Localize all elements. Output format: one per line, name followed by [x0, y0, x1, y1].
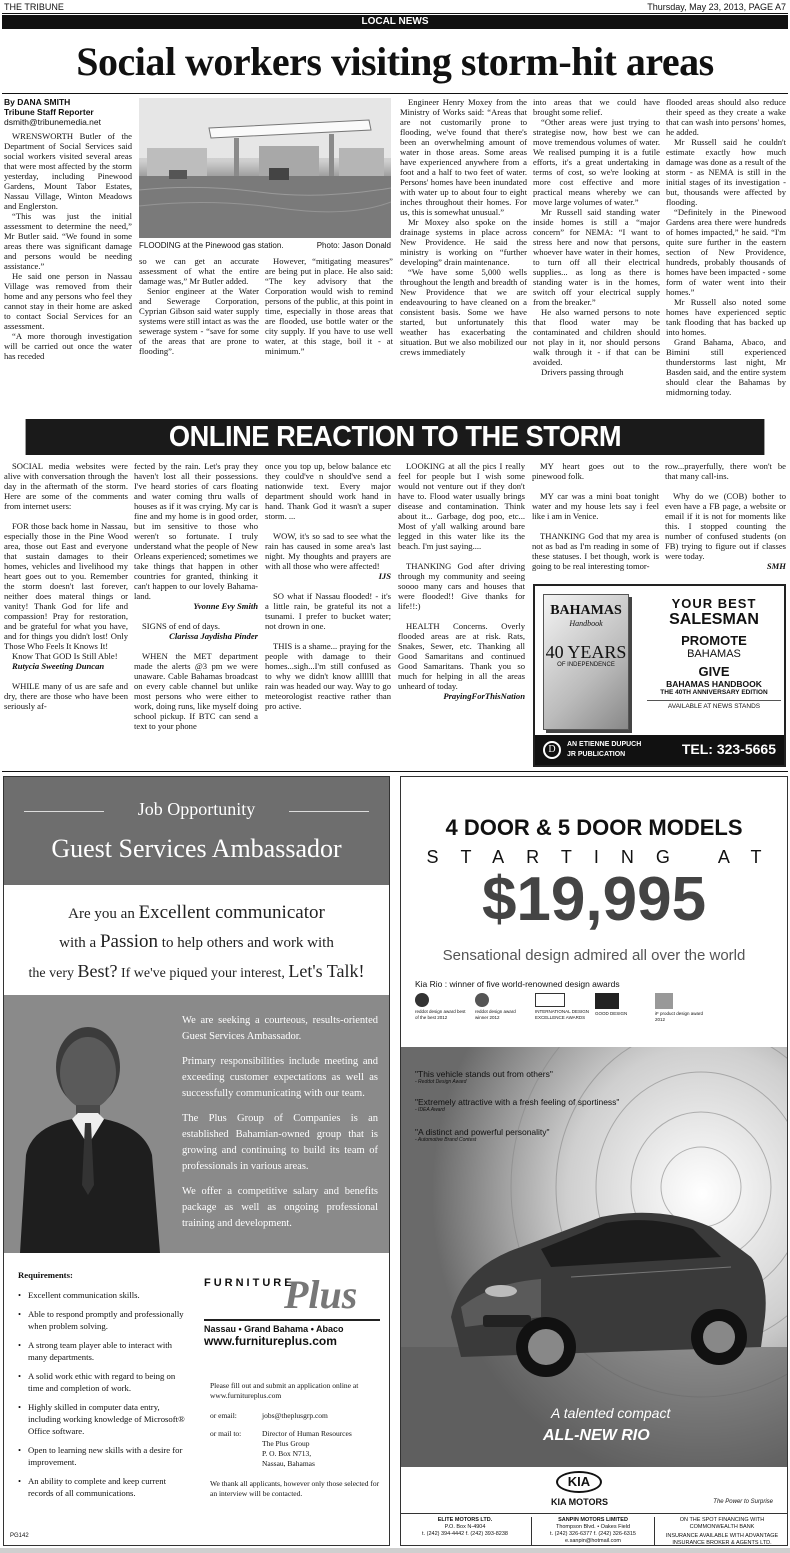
publisher-line2: JR PUBLICATION [567, 751, 626, 758]
dealer-line: t. (242) 326-6377 f. (242) 326-6315 [550, 1531, 636, 1537]
quote-source: - Automotive Brand Contest [415, 1137, 477, 1143]
kia-ad[interactable] [400, 776, 788, 1546]
mail-line: The Plus Group [262, 1439, 310, 1448]
comment-text: Know That GOD Is Still Able! [12, 651, 118, 661]
brand-word: FURNITURE [204, 1277, 295, 1289]
pitch-emph: Excellent communicator [138, 902, 325, 923]
page-bottom-strip [0, 1548, 790, 1553]
pitch-emph: Passion [99, 931, 159, 952]
comment-text: WHEN the MET department made the alerts @3 pm we were unaware. Cable Bahamas broadcast on every cable channel but unlike most persons who were either to work, doing runs, like myself doing school pickup. If BTC can send a text to your phone [134, 651, 258, 731]
award-badge: iF product design award 2012 [655, 993, 709, 1023]
story-col-5 [533, 97, 660, 421]
comment-signature: Rutycia Sweeting Duncan [12, 661, 105, 671]
furniture-plus-logo [204, 1272, 380, 1348]
kia-rio-car [431, 1187, 771, 1387]
ad-line: SALESMAN [669, 611, 759, 628]
ad-line: BAHAMAS [687, 648, 741, 660]
dealer-line: ON THE SPOT FINANCING WITH COMMONWEALTH BANK [679, 1517, 765, 1530]
dealer-line: t. (242) 394-4442 f. (242) 393-8238 [422, 1531, 508, 1537]
pitch-text: Are you an [68, 906, 139, 922]
handbook-book-cover [543, 594, 629, 730]
comment-text: SIGNS of end of days. [142, 621, 221, 631]
comment-text: LOOKING at all the pics I really feel for people but I wish some would not venture out if they don't have to. Flood water usually brings disease and contamination. Think about it... Garbage, dog poo, etc... Most of y'all walking around bare legged in this water like its the beach. I'm just saying.... [398, 461, 525, 551]
comment-text: MY car was a mini boat tonight water and my house lets say i feel like i am in Venice. [532, 491, 659, 521]
quote-text: "Extremely attractive with a fresh feeling of sportiness" [415, 1097, 620, 1107]
kia-awards-title: Kia Rio : winner of five world-renowned design awards [415, 979, 620, 989]
handbook-ad[interactable] [533, 584, 786, 767]
online-col-2 [134, 461, 258, 761]
comment-signature: SMH [766, 561, 786, 571]
pitch-emph: Let's Talk! [288, 961, 365, 981]
folio-date: Thursday, May 23, 2013, PAGE A7 [647, 2, 786, 12]
thanks-text: We thank all applicants, however only those selected for an interview will be contacted. [210, 1479, 380, 1498]
kia-starting: STARTING AT [426, 847, 784, 867]
kia-logo-text: KIA [567, 1474, 591, 1489]
kia-quote [415, 1069, 665, 1085]
award-badge: reddot design award winner 2012 [475, 993, 529, 1023]
online-col-3 [265, 461, 391, 761]
dealer-line: INSURANCE AVAILABLE WITH ADVANTAGE INSURANCE BROKER & AGENTS LTD. [665, 1533, 779, 1546]
book-independence: OF INDEPENDENCE [557, 662, 615, 668]
email-label: or email: [210, 1411, 237, 1420]
quote-text: "A distinct and powerful personality" [415, 1127, 550, 1137]
gas-station-image [139, 98, 391, 238]
mail-label: or mail to: [210, 1429, 242, 1438]
apply-email[interactable]: jobs@theplusgrp.com [262, 1411, 328, 1420]
dealer-line: ELITE MOTORS LTD. [437, 1517, 493, 1523]
requirement-item: • An ability to complete and keep current records of all communications. [18, 1475, 188, 1499]
award-badge: INTERNATIONAL DESIGN EXCELLENCE AWARDS [535, 993, 589, 1023]
story-paragraph: However, “mitigating measures” are being put in place. He also said: “The key advisory that the Corporation would wish to remind persons of the public, at this point in time, especially in those areas that are flooded, use bottle water or the city supply. If you have to use well water, at this stage, boil it - at minimum.” [265, 256, 393, 356]
story-paragraph: so we can get an accurate assessment of what the entire damage was,” Mr Butler added. [139, 256, 259, 286]
book-subtitle: Handbook [569, 619, 603, 628]
quote-source: - IDEA Award [415, 1107, 445, 1113]
byline [4, 97, 134, 127]
story-paragraph: Mr Russell said he couldn't estimate exactly how much damage was done as a result of the storm - as NEMA is still in the initial stages of its investigation - but, thousands were affected by flooding. [666, 137, 786, 207]
story-col-3 [265, 256, 393, 421]
story-paragraph: “We have some 5,000 wells throughout the length and breadth of New Providence that we are endeavouring to have cleaned on a consistent basis. Some we have started, but unfortunately this weather has exacerbating the situation. But we also mobilized our crews immediately [400, 267, 527, 357]
byline-name: By DANA SMITH [4, 97, 71, 107]
pitch-text: the very [28, 966, 78, 981]
online-banner [26, 419, 765, 455]
job-paragraph: We offer a competitive salary and benefits package as well as ongoing professional training and development. [182, 1186, 378, 1229]
ads-rule [2, 771, 788, 772]
byline-role: Tribune Staff Reporter [4, 107, 94, 117]
award-badge: GOOD DESIGN [595, 993, 649, 1023]
kia-price: $19,995 [481, 865, 707, 934]
requirement-item: • Able to respond promptly and professionally when problem solving. [18, 1308, 188, 1332]
story-paragraph: “A more thorough investigation will be carried out once the water has receded [4, 331, 132, 361]
brand-website[interactable]: www.furnitureplus.com [204, 1334, 337, 1348]
dealer-sanpin [531, 1517, 655, 1545]
kia-tagline: Sensational design admired all over the world [442, 947, 746, 964]
handbook-phone: TEL: 323-5665 [681, 741, 776, 757]
quote-text: "This vehicle stands out from others" [415, 1069, 553, 1079]
ad-line: AVAILABLE AT NEWS STANDS [647, 700, 781, 710]
online-col-4 [398, 461, 525, 761]
candidate-photo [12, 1015, 162, 1253]
section-bar [2, 15, 788, 29]
ad-line: PROMOTE [681, 633, 747, 648]
story-paragraph: Senior engineer at the Water and Sewerage Corporation, Cyprian Gibson said water supply systems were still intact as was the sewerage system - “save for some of the areas that are prone to flooding”. [139, 286, 259, 356]
job-ad-header [4, 777, 389, 885]
dealer-line: Thompson Blvd. • Oakes Field [555, 1524, 631, 1530]
requirement-item: • A solid work ethic with regard to being on time and completion of work. [18, 1370, 188, 1394]
job-ad[interactable] [3, 776, 390, 1546]
pitch-text: with a [59, 935, 100, 951]
comment-text: fected by the rain. Let's pray they haven't lost all their possessions. I've heard stories of cars floating and water coming thru walls of houses as if it was crying. My car is fine and my home is in good order, but im sensitive to those who weren't so fortunate. I truly understand what the people of New Orleans experienced; sometimes we take things that happen in other countries for granted, thinking it can't happen to our lovely Bahama-land. [134, 461, 258, 601]
comment-text: THANKING God after driving through my community and seeing soooo many cars and houses that were flooded!! Give thanks for life!!:) [398, 561, 525, 611]
job-kicker: Job Opportunity [137, 799, 256, 819]
job-title: Guest Services Ambassador [51, 834, 342, 863]
folio-paper: THE TRIBUNE [4, 2, 64, 12]
photo-credit: Photo: Jason Donald [316, 241, 391, 250]
dealer-elite [403, 1517, 527, 1538]
online-col-6 [665, 461, 786, 583]
story-col-6 [666, 97, 786, 421]
story-paragraph: Mr Moxey also spoke on the drainage systems in place across New Providence. He said the ministry is working on “further developing” drain maintenance. [400, 217, 527, 267]
story-paragraph: Grand Bahama, Abaco, and Bimini still experienced thunderstorms last night, Mr Basden said, and the entire system should clear the Bahamas by midmorning today. [666, 337, 786, 397]
book-title: BAHAMAS [550, 603, 622, 618]
ad-line: GIVE [698, 664, 730, 679]
comment-text: MY heart goes out to the pinewood folk. [532, 461, 659, 481]
handbook-copy [647, 596, 781, 710]
kia-slogan: The Power to Surprise [713, 1499, 773, 1505]
comment-text: THIS is a shame... praying for the people with damage to their homes...sigh...I'm still confused as to why we didn't know allllll that rain was headed our way. Way to go meteorologist reactive rather than pro active. [265, 641, 391, 711]
story-paragraph: “This was just the initial assessment to determine the need,” Mr Butler said. “We found in some areas there was significant damage and persons would be needing assistance.” [4, 211, 132, 271]
story-paragraph: Mr Russell also noted some homes have experienced septic tank flooding that has backed up into homes. [666, 297, 786, 337]
story-paragraph: “Other areas were just trying to strategise now, how best we can move tremendous volumes of water. We realised pumping it is a futile efforts, it's a great undertaking in terms of cost, so we're looking at more cost effective and more practical means whereby we can move large volumes of water.” [533, 117, 660, 207]
comment-text: once you top up, below balance etc they could've n should've send a nationwide text. Every major department should work hand in hand. Thank God it wasn't a super storm. ... [265, 461, 391, 521]
photo-caption-row [139, 241, 391, 250]
kia-quote [415, 1127, 665, 1143]
job-pitch [4, 899, 389, 988]
comment-signature: Yvonne Evy Smith [193, 601, 258, 611]
job-paragraph: We are seeking a courteous, results-oriented Guest Services Ambassador. [182, 1015, 378, 1042]
job-kicker-rule [24, 811, 104, 812]
dealer-line: e.sanpin@hotmail.com [564, 1538, 622, 1544]
publisher-logo-icon: D [543, 741, 561, 759]
apply-info [210, 1381, 382, 1499]
mail-line: Nassau, Bahamas [262, 1459, 315, 1468]
pitch-emph: Best? [77, 961, 118, 981]
kia-awards-row [415, 993, 715, 1023]
requirement-item: • Excellent communication skills. [18, 1289, 188, 1301]
dealer-footer [401, 1513, 787, 1545]
comment-text: SOCIAL media websites were alive with conversation through the day in the aftermath of the storm. Here are some of the comments from internet users: [4, 461, 128, 511]
dealer-line: P.O. Box N-4904 [444, 1524, 486, 1530]
job-body-text [182, 1013, 378, 1232]
story-paragraph: Engineer Henry Moxey from the Ministry of Works said: “Areas that are not customarily prone to flooding, we've found that there's been an overwhelming amount of water in those areas. Some areas have experienced anywhere from a foot and a half to two feet of water. Persons' homes have been inundated with water up to about four to eight inches throughout their homes. For us, this is somewhat unusual.” [400, 97, 527, 217]
ad-line: BAHAMAS HANDBOOK [666, 679, 762, 689]
dealer-line: SANPIN MOTORS LIMITED [558, 1517, 628, 1523]
online-col-5 [532, 461, 659, 579]
dealer-finance [659, 1517, 785, 1546]
section-label: LOCAL NEWS [361, 16, 429, 27]
online-col-1 [4, 461, 128, 761]
kia-headline: 4 DOOR & 5 DOOR MODELS [445, 815, 743, 840]
story-paragraph: flooded areas should also reduce their speed as they create a wake that can wash into persons' homes, he added. [666, 97, 786, 137]
photo-caption: FLOODING at the Pinewood gas station. [139, 241, 284, 250]
mail-line: P. O. Box N713, [262, 1449, 312, 1458]
story-paragraph: He also warned persons to note that flood water may be contaminated and children should not play in it, nor should persons walk through it - if that can be avoided. [533, 307, 660, 367]
story-paragraph: “Definitely in the Pinewood Gardens area there were hundreds of homes impacted,” he said. “I'm quite sure further in the eastern section of New Providence, hundreds, probably thousands of homes have been impacted - some form of water went into their homes.” [666, 207, 786, 297]
story-paragraph: into areas that we could have brought some relief. [533, 97, 660, 117]
pitch-text: to help others and work with [158, 935, 334, 951]
headline: Social workers visiting storm-hit areas [76, 39, 714, 84]
ad-line: YOUR BEST [671, 596, 757, 611]
requirements-title: Requirements: [18, 1270, 73, 1280]
flood-photo [139, 98, 391, 238]
story-col-1 [4, 131, 132, 421]
publisher-line1: AN ETIENNE DUPUCH [567, 741, 642, 748]
story-paragraph: Drivers passing through [541, 367, 624, 377]
requirement-item: • A strong team player able to interact with many departments. [18, 1339, 188, 1363]
pitch-text: If we've piqued your interest, [117, 966, 289, 981]
job-kicker-rule [289, 811, 369, 812]
kia-brand-name: KIA MOTORS [551, 1497, 609, 1507]
comment-text: HEALTH Concerns. Overly flooded areas are at risk. Rats, Snakes, Sewer, etc. Thanking all Good Samaritans and continued Good Samaritans. Thank you so much for helping in all the areas unheard of today. [398, 621, 525, 691]
header-rule [2, 13, 788, 14]
story-col-4 [400, 97, 527, 421]
award-badge: reddot design award best of the best 2012 [415, 993, 469, 1023]
mail-line: Director of Human Resources [262, 1429, 352, 1438]
story-paragraph: He said one person in Nassau Village was removed from their home and any persons who feel they cannot stay in their home are asked to contact Social Services for an assessment. [4, 271, 132, 331]
online-banner-title: ONLINE REACTION TO THE STORM [168, 421, 622, 453]
handbook-footer [535, 735, 784, 765]
apply-text: Please fill out and submit an application online at www.furnitureplus.com [210, 1381, 359, 1400]
ad-line: THE 40TH ANNIVERSARY EDITION [660, 689, 768, 696]
requirement-item: • Highly skilled in computer data entry, including working knowledge of Microsoft® Office software. [18, 1401, 188, 1437]
story-paragraph: Mr Russell said standing water inside homes is still a “major concern” for NEMA: “I want to stress here and now that persons, whoever have water in their homes, to turn off all their electrical supplies... as long as there is standing water is in the homes, switch off your electrical supply from the breaker.” [533, 207, 660, 307]
comment-text: THANKING God that my area is not as bad as I'm reading in some of these statuses. I bet though, work is going to be real interesting tomor- [532, 531, 659, 571]
quote-source: - Reddot Design Award [415, 1079, 467, 1085]
headline-rule [2, 93, 788, 94]
byline-email: dsmith@tribunemedia.net [4, 117, 101, 127]
comment-text: WOW, it's so sad to see what the rain has caused in some area's last night. My thoughts and prayers are with all those who were affected! [265, 531, 391, 571]
comment-signature: IJS [378, 571, 391, 581]
kia-compact: A talented compact [551, 1405, 671, 1421]
story-col-2 [139, 256, 259, 421]
job-paragraph: The Plus Group of Companies is an established Bahamian-owned group that is growing and continuing to build its team of professionals in various areas. [182, 1113, 378, 1172]
comment-text: Why do we (COB) bother to even have a FB page, a website or email if it is not for moments like this. I stopped counting the number of confused students (on FB) trying to figure out if classes were today. [665, 491, 786, 561]
brand-locations: Nassau • Grand Bahama • Abaco [204, 1319, 380, 1334]
kia-quote [415, 1097, 715, 1113]
comment-text: WHILE many of us are safe and dry, there are those who have been seriously af- [4, 681, 128, 711]
requirements [18, 1269, 188, 1506]
story-paragraph: WRENSWORTH Butler of the Department of Social Services said social workers visited several areas that were most affected by the storm yesterday, including Pinewood Gardens, Mount Tabor Estates, Nassau Village, Winton Meadows and Englerston. [4, 131, 132, 211]
comment-signature: PrayingForThisNation [443, 691, 525, 701]
brand-script: Plus [284, 1272, 358, 1317]
kia-allnew: ALL-NEW RIO [543, 1427, 650, 1444]
comment-signature: Clarissa Jaydisha Pinder [169, 631, 258, 641]
job-paragraph: Primary responsibilities include meeting and exceeding customer expectations as well as successfully communicating with our team. [182, 1056, 378, 1099]
kia-logo [556, 1471, 602, 1493]
ad-code: PG142 [10, 1533, 29, 1539]
comment-text: SO what if Nassau flooded! - it's a little rain, be grateful its not a tsunami. I prefer to bucket water; not drown in one. [265, 591, 391, 631]
book-years: 40 YEARS [545, 642, 627, 662]
comment-text: FOR those back home in Nassau, especially those in the Pine Wood area, those out East and everyone that sustain damages to their homes, vehicles and livelihood my heart goes out to you. Remember the storm doesn't last forever, neither does materal things or vanity! Thank God for life and compassion! Pray for restoration, and be grateful for what you have, and for things you didn't lost! Only Those Who Feels It Knows It! [4, 521, 128, 651]
comment-text: row...prayerfully, there won't be that many call-ins. [665, 461, 786, 481]
requirement-item: • Open to learning new skills with a desire for improvement. [18, 1444, 188, 1468]
